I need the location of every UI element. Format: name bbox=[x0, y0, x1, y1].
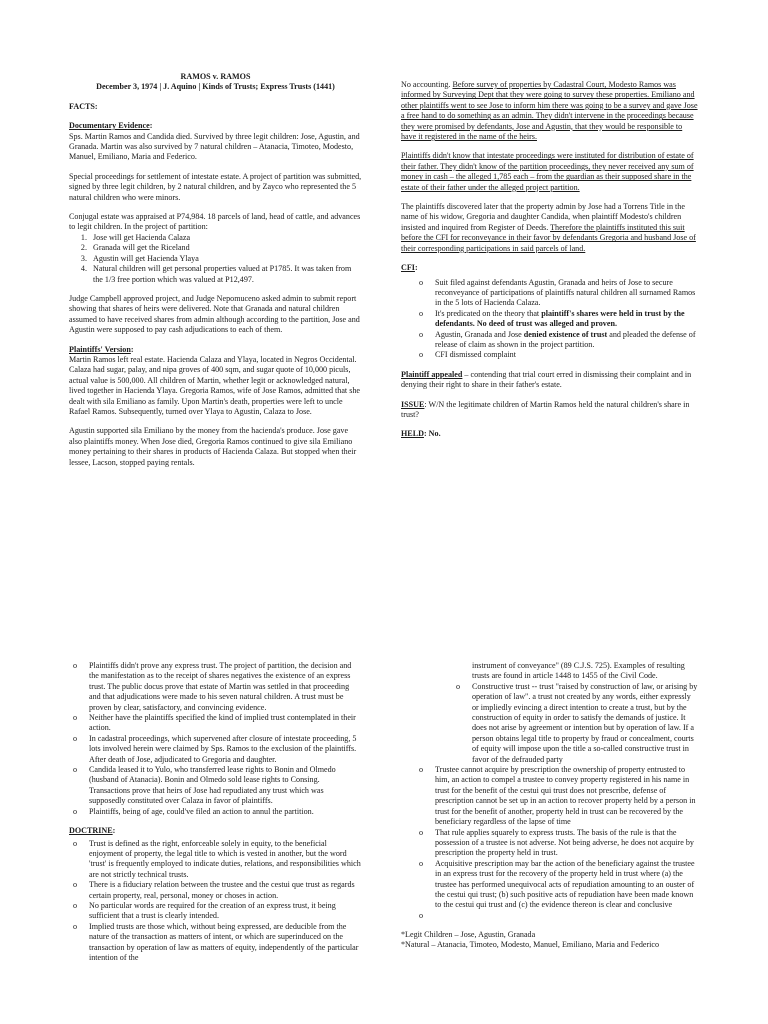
list-item: o Constructive trust -- trust "raised by construction of law, or arising by operation of law". a trust not created by any words, either expressly or impliedly evincing a direct intention to create a trust, but by the construction of equity in order to satisfy the demands of justice. It does not arise by agreement or intention but by operation of law. If a person obtains legal title to property by fraud or concealment, courts of equity will impose upon the title a so-called constructive trust in favor of the defrauded party bbox=[472, 682, 699, 765]
resulting-trust-continuation: instrument of conveyance" (89 C.J.S. 725). Examples of resulting trusts are found in article 1448 to 1455 of the Civil Code. bbox=[472, 661, 685, 681]
prescription-list bbox=[401, 765, 699, 921]
doctrine-heading: DOCTRINE bbox=[69, 826, 113, 836]
left-column-bottom bbox=[69, 661, 362, 963]
held-text: : No. bbox=[423, 429, 441, 439]
footnotes bbox=[401, 930, 699, 951]
issue-paragraph bbox=[401, 400, 699, 421]
list-item: o Plaintiffs, being of age, could've filed an action to annul the partition. bbox=[89, 807, 362, 817]
list-item: o It's predicated on the theory that plaintiff's shares were held in trust by the defendants. No deed of trust was alleged and proven. bbox=[435, 309, 699, 330]
case-citation: December 3, 1974 | J. Aquino | Kinds of Trusts; Express Trusts (1441) bbox=[96, 82, 335, 92]
doctrine-heading-line: DOCTRINE: bbox=[69, 826, 116, 836]
held-paragraph bbox=[401, 429, 699, 439]
survey-text: Before survey of properties by Cadastral Court, Modesto Ramos was informed by Surveying Dept that they were going to survey these properties. Emiliano and other plaintiffs went to see Jose to inform him there was going to be a survey and gave Jose a free hand to do something as an admin. They didn't intervene in the proceedings because they were promised by defendants, Jose and Agustin, that they would be responsible to have it registered in the name of the heirs. bbox=[401, 80, 698, 142]
issue-text: : W/N the legitimate children of Martin Ramos held the natural children's share in trust? bbox=[401, 399, 690, 419]
list-item: o Trust is defined as the right, enforceable solely in equity, to the beneficial enjoyment of property, the legal title to which is vested in another, but the word 'trust' is frequently employed to indicate duties, relations, and responsibilities which are not strictly technical trusts. bbox=[89, 839, 362, 881]
discovery-text: The plaintiffs discovered later that the property admin by Jose had a Torrens Title in the name of his widow, Gregoria and daughter Candida, when plaintiff Modesto's children insisted and inquired from Register of Deeds. bbox=[401, 202, 685, 232]
reconveyance-text: Therefore the plaintiffs instituted this suit before the CFI for reconveyance in their favor by defendants Gregoria and husband Jose of their corresponding participations in said parcels of land. bbox=[401, 222, 696, 253]
held-list bbox=[69, 661, 362, 817]
list-item: o No particular words are required for the creation of an express trust, it being sufficient that a trust is clearly intended. bbox=[89, 901, 362, 922]
held-label: HELD bbox=[401, 429, 424, 439]
list-item: 3. Agustin will get Hacienda Ylaya bbox=[89, 254, 362, 264]
cfi-heading: CFI bbox=[401, 263, 415, 273]
appealed-label: Plaintiff appealed bbox=[401, 369, 463, 379]
left-column-top bbox=[69, 72, 362, 477]
footnote-natural: *Natural – Atanacia, Timoteo, Modesto, Manuel, Emiliano, Maria and Federico bbox=[401, 940, 660, 950]
no-accounting-text: No accounting. bbox=[401, 80, 453, 89]
list-item: o That rule applies squarely to express trusts. The basis of the rule is that the possession of a trustee is not adverse. Not being adverse, he does not acquire by prescription the property held in trust. bbox=[435, 828, 699, 859]
right-column-bottom bbox=[401, 661, 699, 951]
list-item: o CFI dismissed complaint bbox=[435, 350, 699, 360]
appealed-text: – contending that trial court erred in dismissing their complaint and in denying their right to share in their father's estate. bbox=[401, 369, 692, 390]
list-item: o Trustee cannot acquire by prescription the ownership of property entrusted to him, an action to compel a trustee to convey property registered in his name in trust for the benefit of the cestui qui trust does not prescribe, defense of prescription cannot be set up in an action to recover property held by a person in trust for the benefit of another, property held in trust can be recovered by the beneficiary regardless of the lapse of time bbox=[435, 765, 699, 827]
right-column-top bbox=[401, 80, 699, 449]
list-item: o Candida leased it to Yulo, who transferred lease rights to Bonin and Olmedo (husband of Atanacia). Bonin and Olmedo sold lease rights to Consing. Transactions prove that heirs of Jose had repudiated any trust which was supposedly constituted over Calaza in favor of plaintiffs. bbox=[89, 765, 362, 807]
list-item: o Implied trusts are those which, without being expressed, are deducible from the nature of the transaction as matters of intent, or which are superinduced on the transaction by operation of law as matters of equity, independently of the particular intention of the bbox=[89, 922, 362, 964]
no-accounting-paragraph bbox=[401, 80, 699, 142]
agustin-paragraph: Agustin supported sila Emiliano by the money from the hacienda's produce. Jose gave also plaintiffs money. When Jose died, Gregoria Ramos continued to give sila Emiliano money pertaining to their shares in products of Hacienda Calaza. But stopped when their lessee, Lacson, stopped paying rentals. bbox=[69, 426, 357, 467]
discovery-paragraph bbox=[401, 202, 699, 254]
partition-list bbox=[69, 233, 362, 285]
conjugal-paragraph: Conjugal estate was appraised at P74,984. 18 parcels of land, head of cattle, and advances to legit children. In the project of partition: bbox=[69, 212, 361, 232]
list-item: 1. Jose will get Hacienda Calaza bbox=[89, 233, 362, 243]
judge-paragraph: Judge Campbell approved project, and Judge Nepomuceno asked admin to submit report showing that shares of heirs were delivered. Note that Granada and natural children assumed to have received shares from admin although according to the partition, Jose and Agustin were supposed to pay cash adjudications to each of them. bbox=[69, 293, 360, 335]
list-item: o Neither have the plaintiffs specified the kind of implied trust contemplated in their action. bbox=[89, 713, 362, 734]
footnote-legit: *Legit Children – Jose, Agustin, Granada bbox=[401, 929, 536, 939]
list-item bbox=[435, 911, 699, 921]
list-item: o Agustin, Granada and Jose denied existence of trust and pleaded the defense of release of claim as shown in the project partition. bbox=[435, 330, 699, 351]
appealed-paragraph bbox=[401, 370, 699, 391]
plaintiffs-version: Plaintiffs' Version: Martin Ramos left real estate. Hacienda Calaza and Ylaya, located in Negros Occidental. Calaza had sugar, palay, and nipa groves of 400 sqm, and sugar quote of 10,000 piculs, actual value is 500,000. All children of Martin, whether legit or acknowledged natural, lived together in Hacienda Ylaya. Gregoria Ramos, wife of Jose Ramos, admitted that she dealt with sila Emiliano as family. Upon Martin's death, properties were left to uncle Rafael Ramos. Subsequently, turned over Ylaya to Agustin, Calaza to Jose. bbox=[69, 344, 360, 416]
intestate-paragraph: Plaintiffs didn't know that intestate proceedings were instituted for distribution of estate of their father. They didn't know of the partition proceedings, they never received any sum of money in cash – the alleged 1,785 each – from the guardian as their supposed share in the estate of their father under the alleged project partition. bbox=[401, 151, 694, 192]
cfi-heading-line: CFI: bbox=[401, 263, 418, 273]
list-item: 2. Granada will get the Riceland bbox=[89, 243, 362, 253]
list-item: o In cadastral proceedings, which supervened after closure of intestate proceeding, 5 lots involved herein were claimed by Sps. Ramos to the exclusion of the plaintiffs. After death of Jose, adjudicated to Gregoria and daughter. bbox=[89, 734, 362, 765]
case-title: RAMOS v. RAMOS bbox=[180, 72, 251, 81]
doc-evidence-text: Sps. Martin Ramos and Candida died. Survived by three legit children: Jose, Agustin, and Granada. Martin was also survived by 7 natural children – Atanacia, Timoteo, Modesto, Manuel, Emiliano, Maria and Federico. bbox=[69, 131, 360, 162]
doctrine-list bbox=[69, 839, 362, 964]
list-item: o Acquisitive prescription may bar the action of the beneficiary against the trustee in an express trust for the recovery of the property held in trust where (a) the trustee has performed unequivocal acts of repudiation amounting to an ouster of the cestui qui trust; (b) such positive acts of repudiation have been made known to the cestui qui trust and (c) the evidence thereon is clear and conclusive bbox=[435, 859, 699, 911]
list-item: o Plaintiffs didn't prove any express trust. The project of partition, the decision and the manifestation as to the receipt of shares negatives the existence of an express trust. The public docus prove that estate of Martin was settled in that proceeding and that adjudications were made to his seven natural children. A trust must be proven by clear, satisfactory, and convincing evidence. bbox=[89, 661, 362, 713]
list-item: 4. Natural children will get personal properties valued at P1785. It was taken from the 1/3 free portion which was valued at P12,497. bbox=[89, 264, 362, 285]
constructive-list bbox=[401, 682, 699, 765]
facts-heading: FACTS: bbox=[69, 101, 98, 111]
plaintiffs-version-heading: Plaintiffs' Version bbox=[69, 344, 131, 354]
special-proceedings-paragraph: Special proceedings for settlement of intestate estate. A project of partition was submitted, signed by three legit children, by 2 natural children, and by Zayco who represented the 5 natural children who were minors. bbox=[69, 171, 362, 202]
list-item: o Suit filed against defendants Agustin, Granada and heirs of Jose to secure reconveyance of participations of plaintiffs natural children all surnamed Ramos in the 5 lots of Hacienda Calaza. bbox=[435, 278, 699, 309]
doc-evidence-heading: Documentary Evidence bbox=[69, 121, 150, 131]
list-item: o There is a fiduciary relation between the trustee and the cestui que trust as regards certain property, real, personal, money or choses in action. bbox=[89, 880, 362, 901]
issue-label: ISSUE bbox=[401, 399, 425, 409]
plaintiffs-version-text: Martin Ramos left real estate. Hacienda Calaza and Ylaya, located in Negros Occidental. Calaza had sugar, palay, and nipa groves of 400 sqm, and sugar quote of 10,000 piculs, actual value is 500,000. All children of Martin, whether legit or acknowledged natural, lived together in Hacienda Ylaya. Gregoria Ramos, wife of Jose Ramos, admitted that she dealt with sila Emiliano as family. Upon Martin's death, properties were left to uncle Rafael Ramos. Subsequently, turned over Ylaya to Agustin, Calaza to Jose. bbox=[69, 354, 360, 416]
doc-evidence: Documentary Evidence: Sps. Martin Ramos and Candida died. Survived by three legit children: Jose, Agustin, and Granada. Martin was also survived by 7 natural children – Atanacia, Timoteo, Modesto, Manuel, Emiliano, Maria and Federico. bbox=[69, 121, 360, 162]
cfi-list bbox=[401, 278, 699, 361]
